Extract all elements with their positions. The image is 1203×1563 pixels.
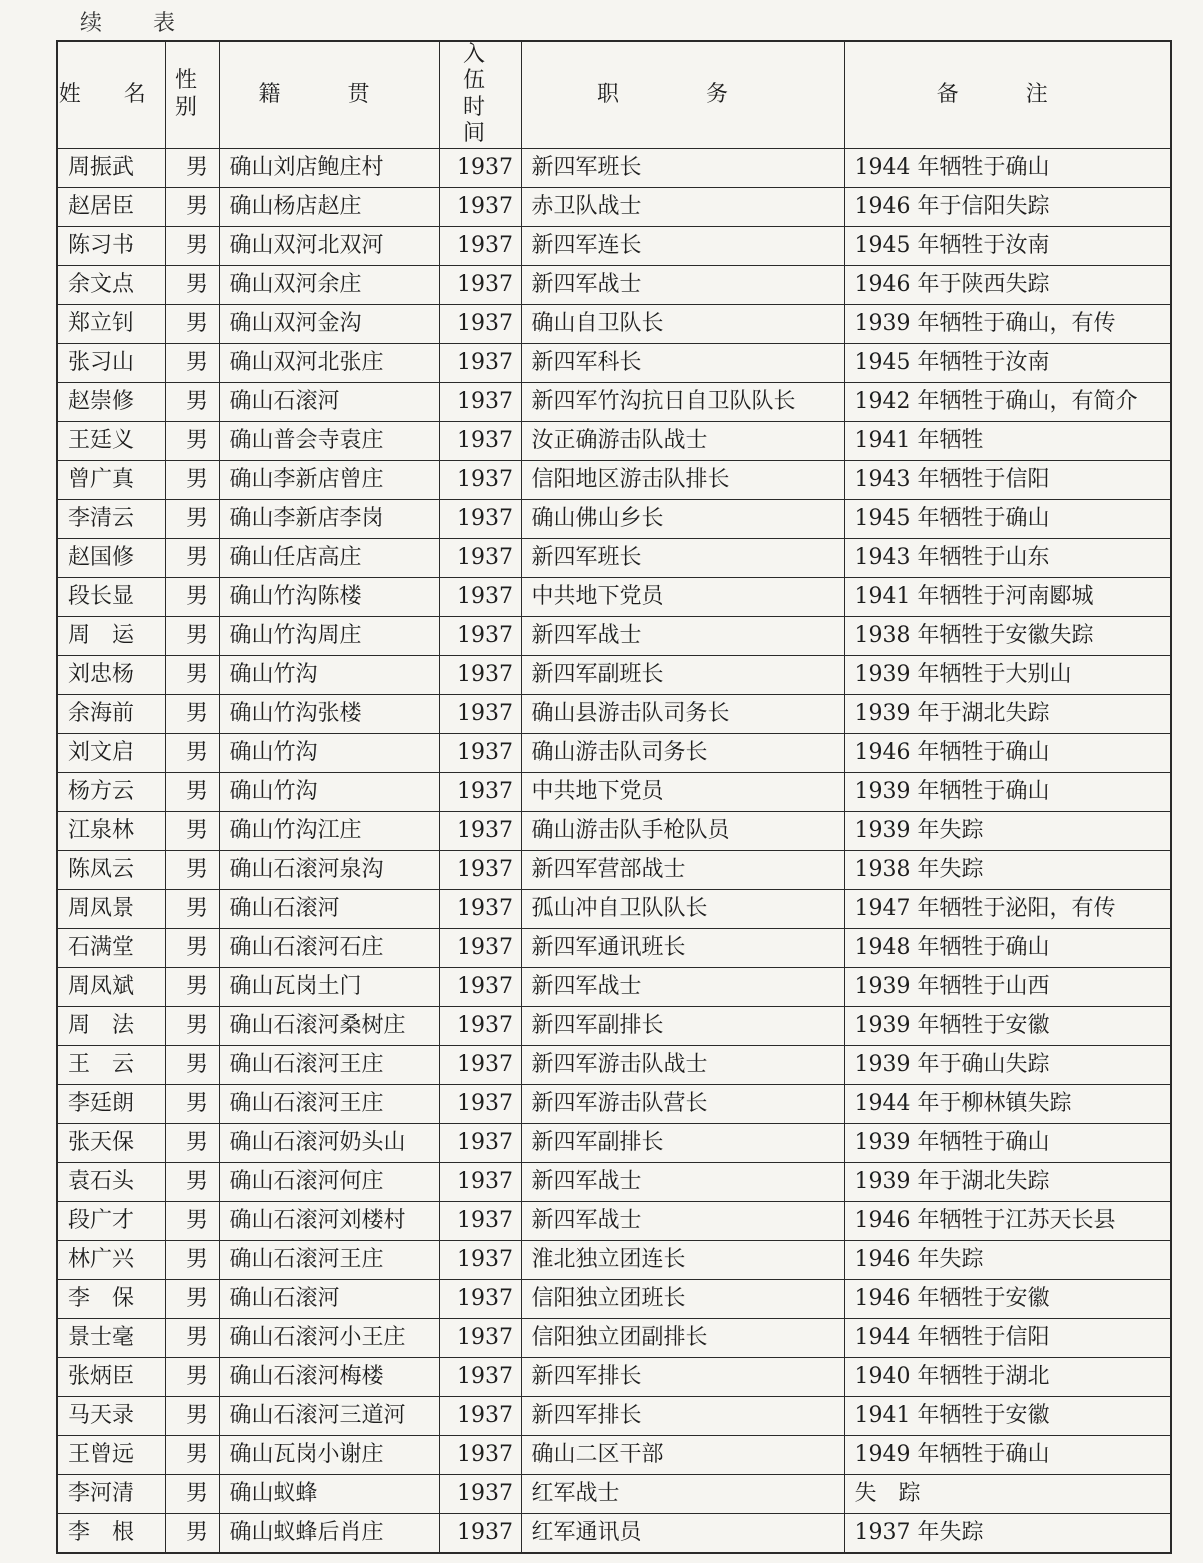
cell-origin: 确山竹沟 <box>219 655 439 694</box>
cell-enlist-year: 1937 <box>439 1513 521 1553</box>
cell-note: 1939 年于湖北失踪 <box>844 694 1171 733</box>
cell-name: 石满堂 <box>57 928 165 967</box>
cell-enlist-year: 1937 <box>439 1006 521 1045</box>
cell-name: 段广才 <box>57 1201 165 1240</box>
cell-enlist-year: 1937 <box>439 1201 521 1240</box>
cell-name: 张习山 <box>57 343 165 382</box>
cell-enlist-year: 1937 <box>439 616 521 655</box>
cell-note: 失 踪 <box>844 1474 1171 1513</box>
cell-enlist-year: 1937 <box>439 772 521 811</box>
cell-sex: 男 <box>165 1513 219 1553</box>
cell-enlist-year: 1937 <box>439 967 521 1006</box>
table-row <box>57 1123 1171 1162</box>
cell-origin: 确山石滚河王庄 <box>219 1045 439 1084</box>
cell-note: 1945 年牺牲于汝南 <box>844 343 1171 382</box>
cell-origin: 确山石滚河 <box>219 1279 439 1318</box>
cell-sex: 男 <box>165 1162 219 1201</box>
cell-note: 1939 年牺牲于安徽 <box>844 1006 1171 1045</box>
cell-duty: 淮北独立团连长 <box>521 1240 844 1279</box>
table-row <box>57 889 1171 928</box>
cell-duty: 新四军通讯班长 <box>521 928 844 967</box>
cell-name: 赵居臣 <box>57 187 165 226</box>
header-row <box>57 41 1171 148</box>
cell-name: 赵崇修 <box>57 382 165 421</box>
cell-sex: 男 <box>165 265 219 304</box>
cell-sex: 男 <box>165 694 219 733</box>
cell-note: 1938 年牺牲于安徽失踪 <box>844 616 1171 655</box>
table-row <box>57 694 1171 733</box>
cell-enlist-year: 1937 <box>439 187 521 226</box>
table-row <box>57 655 1171 694</box>
cell-sex: 男 <box>165 1435 219 1474</box>
cell-enlist-year: 1937 <box>439 1318 521 1357</box>
header-name: 姓 名 <box>57 41 165 148</box>
cell-origin: 确山石滚河石庄 <box>219 928 439 967</box>
cell-sex: 男 <box>165 811 219 850</box>
roster-table <box>56 40 1172 1554</box>
cell-note: 1940 年牺牲于湖北 <box>844 1357 1171 1396</box>
cell-enlist-year: 1937 <box>439 1396 521 1435</box>
cell-origin: 确山双河北张庄 <box>219 343 439 382</box>
cell-name: 袁石头 <box>57 1162 165 1201</box>
table-row <box>57 733 1171 772</box>
cell-origin: 确山石滚河 <box>219 889 439 928</box>
cell-duty: 新四军战士 <box>521 1162 844 1201</box>
cell-origin: 确山竹沟 <box>219 733 439 772</box>
cell-origin: 确山普会寺袁庄 <box>219 421 439 460</box>
cell-note: 1948 年牺牲于确山 <box>844 928 1171 967</box>
cell-enlist-year: 1937 <box>439 655 521 694</box>
cell-enlist-year: 1937 <box>439 499 521 538</box>
cell-duty: 中共地下党员 <box>521 772 844 811</box>
cell-origin: 确山杨店赵庄 <box>219 187 439 226</box>
cell-note: 1939 年牺牲于确山 <box>844 772 1171 811</box>
cell-duty: 确山二区干部 <box>521 1435 844 1474</box>
cell-origin: 确山蚁蜂后肖庄 <box>219 1513 439 1553</box>
cell-note: 1947 年牺牲于泌阳，有传 <box>844 889 1171 928</box>
header-enlist-year: 入伍时间 <box>439 41 521 148</box>
cell-name: 张炳臣 <box>57 1357 165 1396</box>
cell-origin: 确山石滚河王庄 <box>219 1240 439 1279</box>
cell-note: 1939 年于湖北失踪 <box>844 1162 1171 1201</box>
cell-name: 周凤景 <box>57 889 165 928</box>
cell-sex: 男 <box>165 655 219 694</box>
cell-name: 余文点 <box>57 265 165 304</box>
cell-duty: 新四军副排长 <box>521 1123 844 1162</box>
cell-sex: 男 <box>165 850 219 889</box>
table-row <box>57 967 1171 1006</box>
cell-name: 周 法 <box>57 1006 165 1045</box>
cell-note: 1939 年牺牲于确山，有传 <box>844 304 1171 343</box>
cell-duty: 信阳地区游击队排长 <box>521 460 844 499</box>
cell-origin: 确山瓦岗土门 <box>219 967 439 1006</box>
cell-sex: 男 <box>165 967 219 1006</box>
cell-duty: 新四军游击队营长 <box>521 1084 844 1123</box>
cell-origin: 确山蚁蜂 <box>219 1474 439 1513</box>
roster-body <box>57 148 1171 1553</box>
cell-origin: 确山双河北双河 <box>219 226 439 265</box>
cell-origin: 确山竹沟周庄 <box>219 616 439 655</box>
cell-duty: 新四军副排长 <box>521 1006 844 1045</box>
cell-note: 1939 年于确山失踪 <box>844 1045 1171 1084</box>
cell-sex: 男 <box>165 1084 219 1123</box>
cell-sex: 男 <box>165 226 219 265</box>
table-row <box>57 850 1171 889</box>
cell-duty: 确山县游击队司务长 <box>521 694 844 733</box>
cell-note: 1943 年牺牲于信阳 <box>844 460 1171 499</box>
cell-enlist-year: 1937 <box>439 226 521 265</box>
cell-enlist-year: 1937 <box>439 1240 521 1279</box>
cell-note: 1946 年牺牲于江苏天长县 <box>844 1201 1171 1240</box>
cell-note: 1946 年牺牲于确山 <box>844 733 1171 772</box>
cell-note: 1941 年牺牲于安徽 <box>844 1396 1171 1435</box>
cell-name: 李 保 <box>57 1279 165 1318</box>
cell-name: 李清云 <box>57 499 165 538</box>
cell-duty: 新四军竹沟抗日自卫队队长 <box>521 382 844 421</box>
cell-sex: 男 <box>165 421 219 460</box>
cell-note: 1946 年于信阳失踪 <box>844 187 1171 226</box>
cell-origin: 确山双河余庄 <box>219 265 439 304</box>
cell-duty: 新四军连长 <box>521 226 844 265</box>
table-row <box>57 1006 1171 1045</box>
cell-enlist-year: 1937 <box>439 1123 521 1162</box>
cell-duty: 汝正确游击队战士 <box>521 421 844 460</box>
cell-sex: 男 <box>165 1357 219 1396</box>
cell-sex: 男 <box>165 460 219 499</box>
cell-duty: 新四军副班长 <box>521 655 844 694</box>
cell-name: 马天录 <box>57 1396 165 1435</box>
cell-enlist-year: 1937 <box>439 811 521 850</box>
table-row <box>57 226 1171 265</box>
cell-enlist-year: 1937 <box>439 694 521 733</box>
cell-duty: 新四军营部战士 <box>521 850 844 889</box>
cell-origin: 确山任店高庄 <box>219 538 439 577</box>
table-row <box>57 538 1171 577</box>
header-origin: 籍 贯 <box>219 41 439 148</box>
table-row <box>57 1162 1171 1201</box>
cell-enlist-year: 1937 <box>439 1357 521 1396</box>
cell-note: 1946 年牺牲于安徽 <box>844 1279 1171 1318</box>
table-row <box>57 382 1171 421</box>
cell-sex: 男 <box>165 616 219 655</box>
cell-note: 1945 年牺牲于汝南 <box>844 226 1171 265</box>
cell-sex: 男 <box>165 1396 219 1435</box>
cell-origin: 确山李新店曾庄 <box>219 460 439 499</box>
cell-name: 王廷义 <box>57 421 165 460</box>
cell-sex: 男 <box>165 577 219 616</box>
cell-note: 1939 年牺牲于山西 <box>844 967 1171 1006</box>
cell-origin: 确山竹沟江庄 <box>219 811 439 850</box>
cell-origin: 确山石滚河刘楼村 <box>219 1201 439 1240</box>
cell-enlist-year: 1937 <box>439 1435 521 1474</box>
cell-name: 杨方云 <box>57 772 165 811</box>
cell-duty: 确山游击队手枪队员 <box>521 811 844 850</box>
cell-origin: 确山石滚河何庄 <box>219 1162 439 1201</box>
cell-duty: 新四军战士 <box>521 1201 844 1240</box>
cell-duty: 新四军排长 <box>521 1357 844 1396</box>
cell-sex: 男 <box>165 1240 219 1279</box>
cell-duty: 中共地下党员 <box>521 577 844 616</box>
cell-name: 陈习书 <box>57 226 165 265</box>
cell-origin: 确山刘店鲍庄村 <box>219 148 439 187</box>
cell-sex: 男 <box>165 733 219 772</box>
cell-note: 1941 年牺牲 <box>844 421 1171 460</box>
cell-origin: 确山石滚河三道河 <box>219 1396 439 1435</box>
cell-sex: 男 <box>165 928 219 967</box>
cell-origin: 确山石滚河 <box>219 382 439 421</box>
table-row <box>57 928 1171 967</box>
cell-sex: 男 <box>165 343 219 382</box>
cell-origin: 确山瓦岗小谢庄 <box>219 1435 439 1474</box>
table-row <box>57 772 1171 811</box>
table-row <box>57 811 1171 850</box>
table-row <box>57 265 1171 304</box>
cell-note: 1937 年失踪 <box>844 1513 1171 1553</box>
table-row <box>57 1045 1171 1084</box>
cell-origin: 确山石滚河泉沟 <box>219 850 439 889</box>
table-row <box>57 577 1171 616</box>
table-row <box>57 304 1171 343</box>
cell-duty: 孤山冲自卫队队长 <box>521 889 844 928</box>
table-row <box>57 1474 1171 1513</box>
cell-sex: 男 <box>165 1045 219 1084</box>
cell-origin: 确山石滚河小王庄 <box>219 1318 439 1357</box>
cell-duty: 新四军战士 <box>521 616 844 655</box>
table-row <box>57 1318 1171 1357</box>
cell-sex: 男 <box>165 304 219 343</box>
cell-duty: 新四军排长 <box>521 1396 844 1435</box>
cell-enlist-year: 1937 <box>439 1162 521 1201</box>
table-row <box>57 1201 1171 1240</box>
cell-name: 周凤斌 <box>57 967 165 1006</box>
cell-duty: 赤卫队战士 <box>521 187 844 226</box>
cell-name: 王 云 <box>57 1045 165 1084</box>
cell-sex: 男 <box>165 1123 219 1162</box>
cell-enlist-year: 1937 <box>439 460 521 499</box>
cell-name: 曾广真 <box>57 460 165 499</box>
cell-enlist-year: 1937 <box>439 889 521 928</box>
continued-label: 续 表 <box>80 11 197 36</box>
cell-enlist-year: 1937 <box>439 382 521 421</box>
cell-enlist-year: 1937 <box>439 928 521 967</box>
cell-name: 李廷朗 <box>57 1084 165 1123</box>
cell-sex: 男 <box>165 538 219 577</box>
cell-origin: 确山竹沟 <box>219 772 439 811</box>
cell-name: 林广兴 <box>57 1240 165 1279</box>
cell-sex: 男 <box>165 1201 219 1240</box>
cell-origin: 确山石滚河王庄 <box>219 1084 439 1123</box>
cell-duty: 新四军班长 <box>521 538 844 577</box>
cell-enlist-year: 1937 <box>439 577 521 616</box>
cell-note: 1949 年牺牲于确山 <box>844 1435 1171 1474</box>
cell-note: 1944 年牺牲于确山 <box>844 148 1171 187</box>
cell-enlist-year: 1937 <box>439 1045 521 1084</box>
cell-name: 刘忠杨 <box>57 655 165 694</box>
cell-enlist-year: 1937 <box>439 343 521 382</box>
cell-name: 郑立钊 <box>57 304 165 343</box>
cell-name: 余海前 <box>57 694 165 733</box>
cell-name: 李河清 <box>57 1474 165 1513</box>
cell-origin: 确山竹沟陈楼 <box>219 577 439 616</box>
cell-enlist-year: 1937 <box>439 1084 521 1123</box>
cell-origin: 确山李新店李岗 <box>219 499 439 538</box>
cell-enlist-year: 1937 <box>439 733 521 772</box>
cell-note: 1939 年失踪 <box>844 811 1171 850</box>
cell-enlist-year: 1937 <box>439 1279 521 1318</box>
cell-duty: 信阳独立团副排长 <box>521 1318 844 1357</box>
cell-name: 张天保 <box>57 1123 165 1162</box>
table-row <box>57 460 1171 499</box>
table-row <box>57 1084 1171 1123</box>
cell-origin: 确山石滚河桑树庄 <box>219 1006 439 1045</box>
cell-origin: 确山石滚河梅楼 <box>219 1357 439 1396</box>
cell-enlist-year: 1937 <box>439 265 521 304</box>
cell-name: 李 根 <box>57 1513 165 1553</box>
header-sex: 性别 <box>165 41 219 148</box>
header-note: 备 注 <box>844 41 1171 148</box>
cell-sex: 男 <box>165 889 219 928</box>
cell-note: 1938 年失踪 <box>844 850 1171 889</box>
table-row <box>57 1435 1171 1474</box>
cell-name: 周 运 <box>57 616 165 655</box>
header-duty: 职 务 <box>521 41 844 148</box>
cell-name: 刘文启 <box>57 733 165 772</box>
cell-note: 1943 年牺牲于山东 <box>844 538 1171 577</box>
cell-duty: 新四军战士 <box>521 967 844 1006</box>
cell-duty: 新四军战士 <box>521 265 844 304</box>
cell-sex: 男 <box>165 499 219 538</box>
cell-note: 1946 年于陕西失踪 <box>844 265 1171 304</box>
table-row <box>57 616 1171 655</box>
cell-note: 1939 年牺牲于确山 <box>844 1123 1171 1162</box>
table-row <box>57 343 1171 382</box>
cell-note: 1946 年失踪 <box>844 1240 1171 1279</box>
cell-enlist-year: 1937 <box>439 1474 521 1513</box>
cell-duty: 红军战士 <box>521 1474 844 1513</box>
cell-note: 1941 年牺牲于河南郾城 <box>844 577 1171 616</box>
cell-name: 赵国修 <box>57 538 165 577</box>
cell-origin: 确山竹沟张楼 <box>219 694 439 733</box>
table-row <box>57 187 1171 226</box>
cell-name: 王曾远 <box>57 1435 165 1474</box>
cell-enlist-year: 1937 <box>439 148 521 187</box>
table-row <box>57 499 1171 538</box>
cell-sex: 男 <box>165 772 219 811</box>
cell-sex: 男 <box>165 1474 219 1513</box>
cell-origin: 确山石滚河奶头山 <box>219 1123 439 1162</box>
table-row <box>57 1513 1171 1553</box>
cell-enlist-year: 1937 <box>439 421 521 460</box>
cell-sex: 男 <box>165 1006 219 1045</box>
cell-duty: 新四军游击队战士 <box>521 1045 844 1084</box>
cell-origin: 确山双河金沟 <box>219 304 439 343</box>
cell-name: 周振武 <box>57 148 165 187</box>
cell-duty: 确山游击队司务长 <box>521 733 844 772</box>
cell-duty: 确山自卫队长 <box>521 304 844 343</box>
cell-note: 1939 年牺牲于大别山 <box>844 655 1171 694</box>
cell-note: 1942 年牺牲于确山，有简介 <box>844 382 1171 421</box>
cell-sex: 男 <box>165 1318 219 1357</box>
cell-duty: 红军通讯员 <box>521 1513 844 1553</box>
cell-sex: 男 <box>165 382 219 421</box>
cell-duty: 新四军科长 <box>521 343 844 382</box>
cell-name: 陈凤云 <box>57 850 165 889</box>
cell-enlist-year: 1937 <box>439 850 521 889</box>
cell-name: 景士毫 <box>57 1318 165 1357</box>
cell-duty: 信阳独立团班长 <box>521 1279 844 1318</box>
cell-enlist-year: 1937 <box>439 304 521 343</box>
table-row <box>57 1240 1171 1279</box>
cell-duty: 新四军班长 <box>521 148 844 187</box>
cell-note: 1945 年牺牲于确山 <box>844 499 1171 538</box>
table-row <box>57 1279 1171 1318</box>
cell-sex: 男 <box>165 187 219 226</box>
cell-duty: 确山佛山乡长 <box>521 499 844 538</box>
cell-name: 段长显 <box>57 577 165 616</box>
table-row <box>57 421 1171 460</box>
cell-enlist-year: 1937 <box>439 538 521 577</box>
table-row <box>57 1396 1171 1435</box>
cell-note: 1944 年于柳林镇失踪 <box>844 1084 1171 1123</box>
cell-sex: 男 <box>165 1279 219 1318</box>
table-row <box>57 148 1171 187</box>
table-row <box>57 1357 1171 1396</box>
cell-sex: 男 <box>165 148 219 187</box>
cell-note: 1944 年牺牲于信阳 <box>844 1318 1171 1357</box>
cell-name: 江泉林 <box>57 811 165 850</box>
